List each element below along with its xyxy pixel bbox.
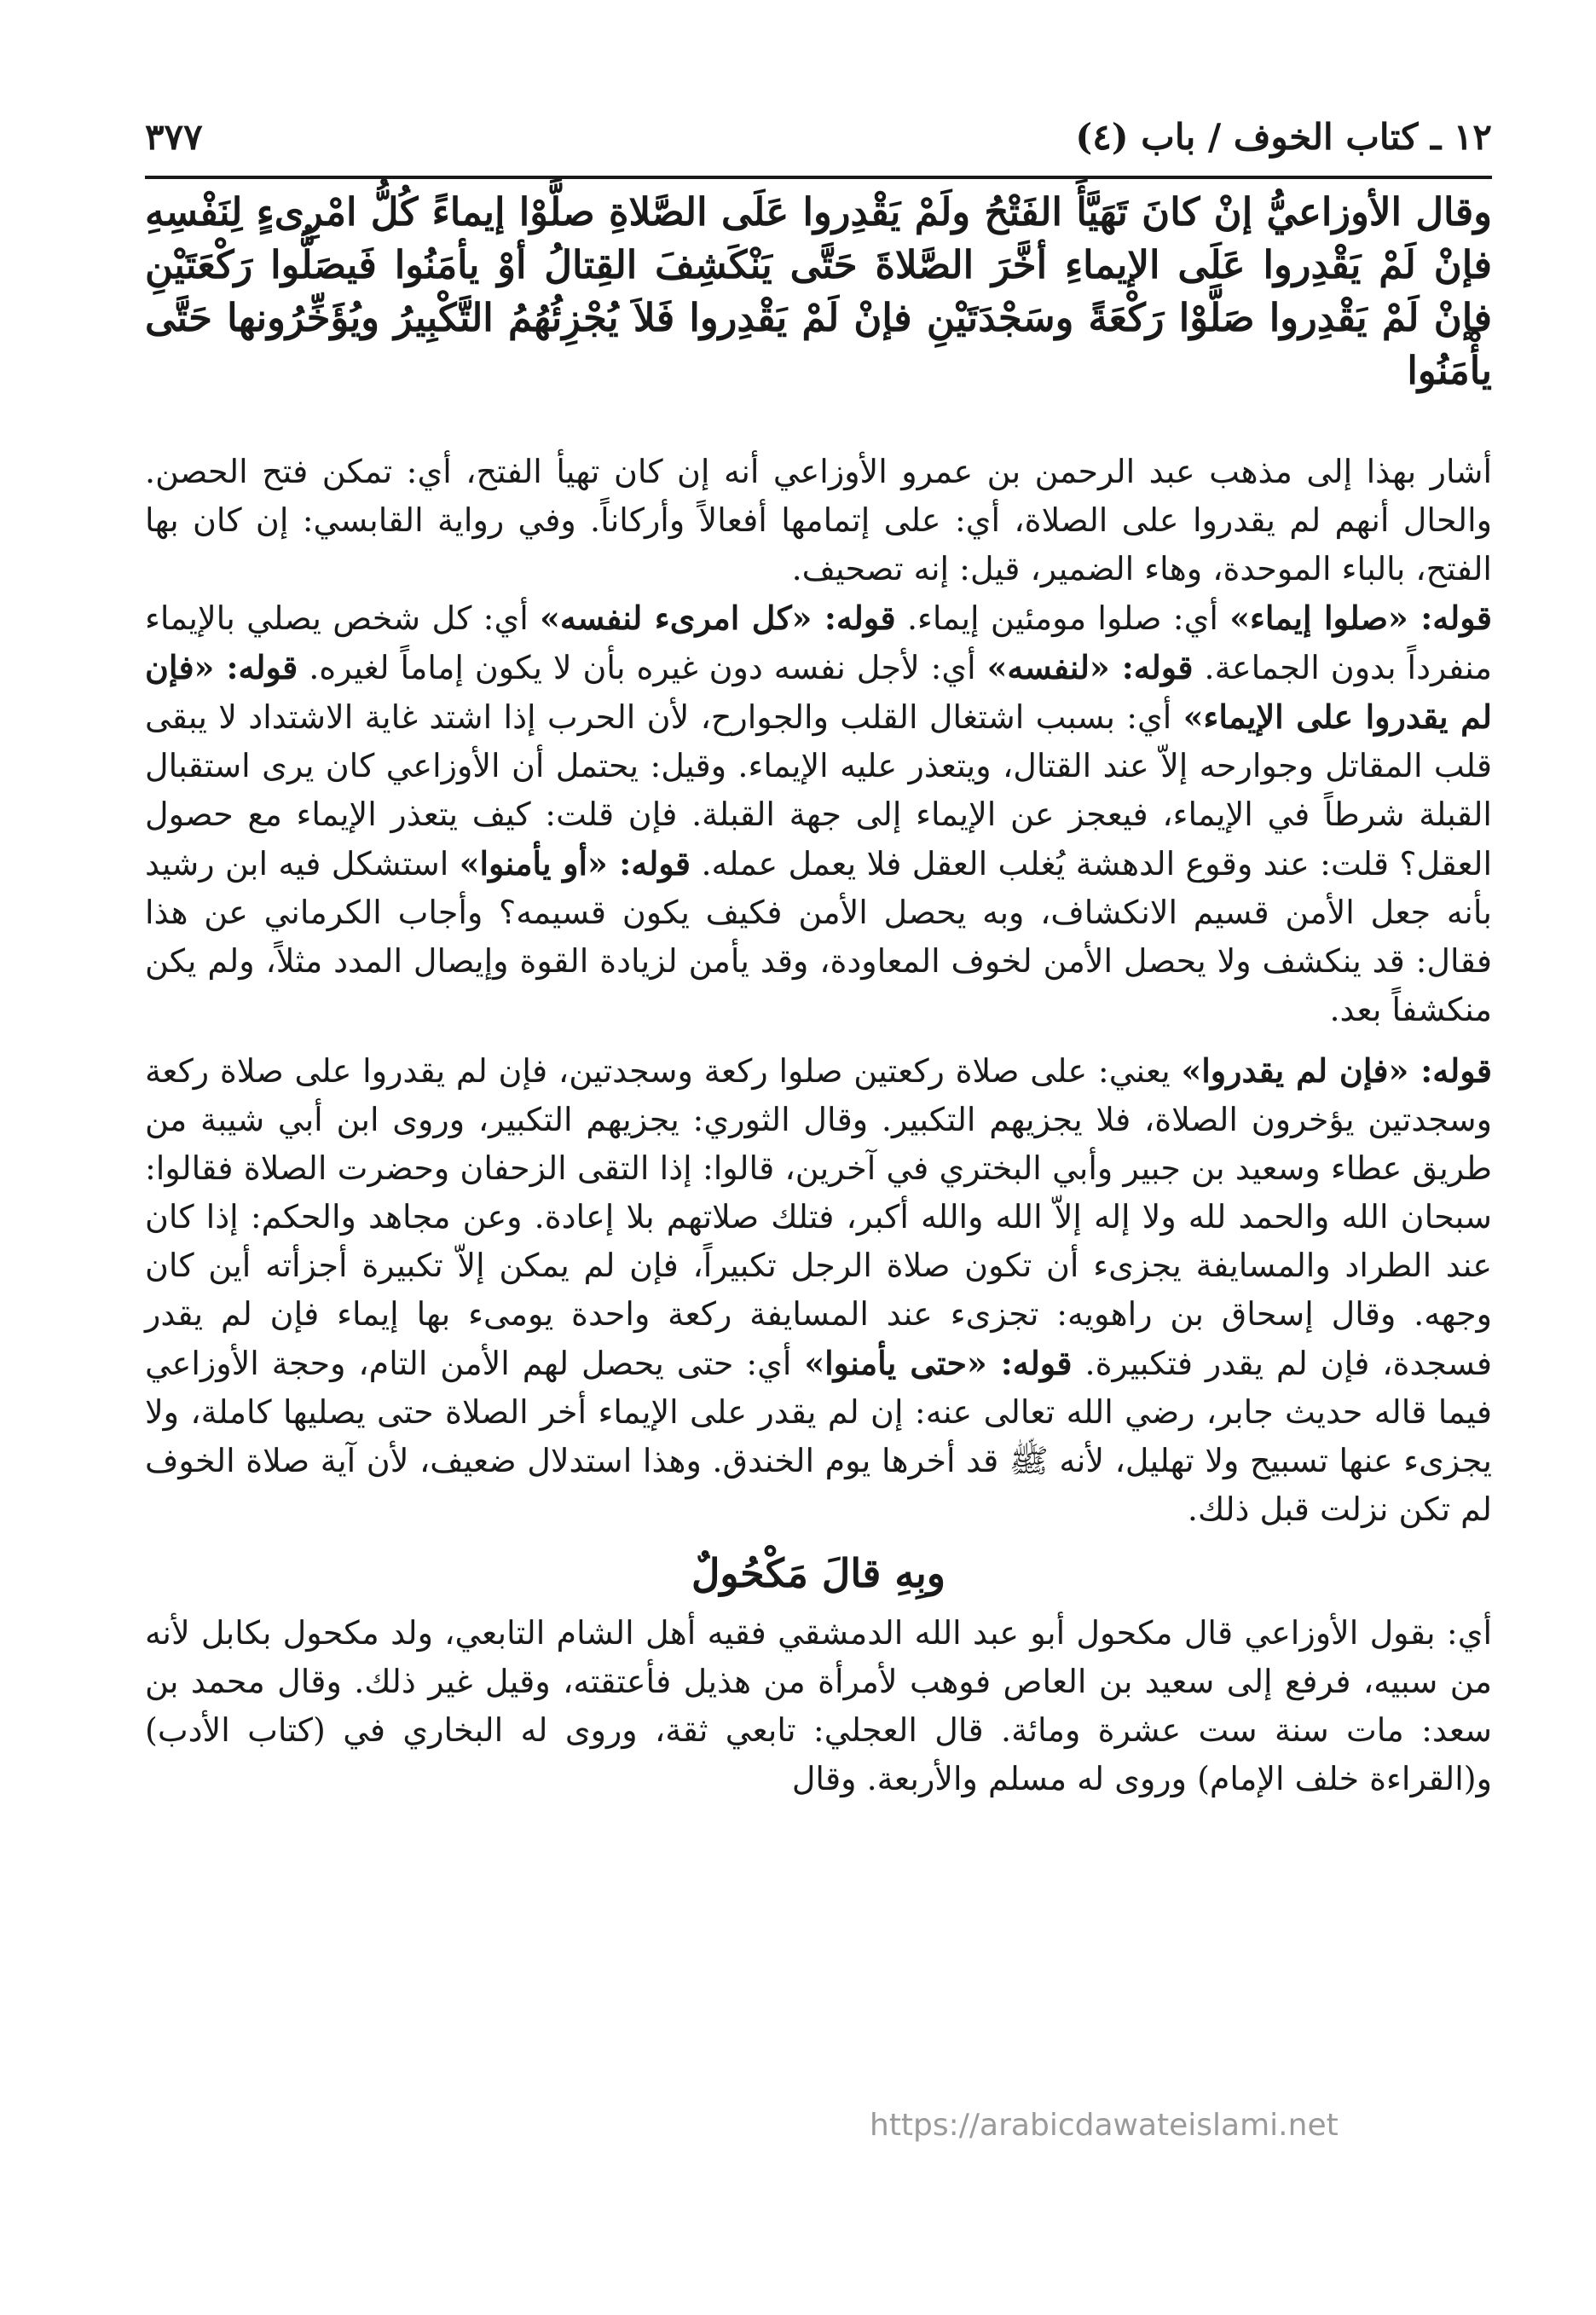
- keyword: قوله: «أو يأمنوا»: [459, 844, 691, 883]
- keyword: قوله: «حتى يأمنوا»: [804, 1344, 1073, 1382]
- commentary-text: أي: كل شخص يصلي بالإيماء منفرداً بدون الجماعة.: [145, 599, 1492, 686]
- header-rule: [145, 176, 1492, 179]
- commentary-text: استشكل فيه ابن رشيد بأنه جعل الأمن قسيم الانكشاف، وبه يحصل الأمن فكيف يكون قسيمه؟ وأجاب الكرماني عن هذا فقال: قد ينكشف ولا يحصل الأمن لخوف المعاودة، وقد يأمن لزيادة القوة وإيصال المدد مثلاً، ولم يكن منكشفاً بعد.: [145, 845, 1492, 1028]
- book-page: [145, 111, 1492, 2294]
- commentary-text: أي: حتى يحصل لهم الأمن التام، وحجة الأوزاعي فيما قاله حديث جابر، رضي الله تعالى عنه: إن لم يقدر على الإيماء أخر الصلاة حتى يصليها كاملة، ولا يجزىء عنها تسبيح ولا تهليل، لأنه ﷺ قد أخرها يوم الخندق. وهذا استدلال ضعيف، لأن آية صلاة الخوف لم تكن نزلت قبل ذلك.: [145, 1345, 1492, 1528]
- keyword: قوله: «كل امرىء لنفسه»: [540, 599, 896, 637]
- commentary-paragraph-1: [145, 448, 1492, 1034]
- commentary-text: أي: بسبب اشتغال القلب والجوارح، لأن الحرب إذا اشتد غاية الاشتداد لا يبقى قلب المقاتل وجوارحه إلاّ عند القتال، ويتعذر عليه الإيماء. وقيل: يحتمل أن الأوزاعي كان يرى استقبال القبلة شرطاً في الإيماء، فيعجز عن الإيماء إلى جهة القبلة. فإن قلت: كيف يتعذر الإيماء مع حصول العقل؟ قلت: عند وقوع الدهشة يُغلب العقل فلا يعمل عمله.: [145, 698, 1493, 883]
- page-number: ٣٧٧: [145, 116, 203, 158]
- page-header: [145, 111, 1492, 179]
- commentary-paragraph-3: أي: بقول الأوزاعي قال مكحول أبو عبد الله الدمشقي فقيه أهل الشام التابعي، ولد مكحول بكابل لأنه من سبيه، فرفع إلى سعيد بن العاص فوهب لأمرأة من هذيل فأعتقته، وقيل غير ذلك. وقال محمد بن سعد: مات سنة ست عشرة ومائة. قال العجلي: تابعي ثقة، وروى له البخاري في (كتاب الأدب) و(القراءة خلف الإمام) وروى له مسلم والأربعة. وقال: [145, 1614, 1492, 1797]
- matn-paragraph: وقال الأوزاعيُّ إنْ كانَ تَهَيَّأَ الفَتْحُ ولَمْ يَقْدِروا عَلَى الصَّلاةِ صلَّوْا إيماءً كُلُّ امْرِىءٍ لِنَفْسِهِ فإنْ لَمْ يَقْدِروا عَلَى الإيماءِ أخَّرَ الصَّلاةَ حَتَّى يَنْكَشِفَ القِتالُ أوْ يأمَنُوا فَيصَلُّوا رَكْعَتَيْنِ فإنْ لَمْ يَقْدِروا صَلَّوْا رَكْعَةً وسَجْدَتَيْنِ فإنْ لَمْ يَقْدِروا فَلاَ يُجْزِئُهُمُ التَّكْبِيرُ ويُؤَخِّرُونها حَتَّى يأْمَنُوا: [145, 189, 1492, 393]
- commentary: [145, 448, 1492, 1815]
- commentary-text: أشار بهذا إلى مذهب عبد الرحمن بن عمرو الأوزاعي أنه إن كان تهيأ الفتح، أي: تمكن فتح الحصن. والحال أنهم لم يقدروا على الصلاة، أي: على إتمامها أفعالاً وأركاناً. وفي رواية القابسي: إن كان بها الفتح، بالباء الموحدة، وهاء الضمير، قيل: إنه تصحيف.: [145, 453, 1492, 587]
- keyword: قوله: «لنفسه»: [986, 648, 1194, 686]
- keyword: قوله: «فإن لم يقدروا»: [1181, 1051, 1492, 1090]
- hadith-text: [145, 186, 1492, 397]
- commentary-text: أي: لأجل نفسه دون غيره بأن لا يكون إماماً لغيره.: [298, 649, 987, 686]
- section-heading: وبِهِ قالَ مَكْحُولٌ: [691, 1550, 946, 1596]
- commentary-text: أي: صلوا مومئين إيماء.: [895, 599, 1230, 637]
- keyword: قوله: «فإن لم يقدروا على الإيماء»: [145, 648, 1492, 736]
- running-head: ١٢ ـ كتاب الخوف / باب (٤): [1075, 116, 1492, 158]
- commentary-text: يعني: على صلاة ركعتين صلوا ركعة وسجدتين، فإن لم يقدروا على صلاة ركعة وسجدتين يؤخرون الصلاة، فلا يجزيهم التكبير. وقال الثوري: يجزيهم التكبير، وروى ابن أبي شيبة من طريق عطاء وسعيد بن جبير وأبي البختري في آخرين، قالوا: إذا التقى الزحفان وحضرت الصلاة فقالوا: سبحان الله والحمد لله ولا إله إلاّ الله والله أكبر، فتلك صلاتهم بلا إعادة. وعن مجاهد والحكم: إذا كان عند الطراد والمسايفة يجزىء أن تكون صلاة الرجل تكبيراً، فإن لم يمكن إلاّ تكبيرة أجزأته أين كان وجهه. وقال إسحاق بن راهويه: تجزىء عند المسايفة ركعة واحدة يومىء بها إيماء فإن لم يقدر فسجدة، فإن لم يقدر فتكبيرة.: [145, 1052, 1492, 1382]
- keyword: قوله: «صلوا إيماء»: [1229, 599, 1492, 637]
- watermark: https://arabicdawateislami.net: [870, 2108, 1339, 2143]
- commentary-paragraph-2: [145, 1046, 1492, 1534]
